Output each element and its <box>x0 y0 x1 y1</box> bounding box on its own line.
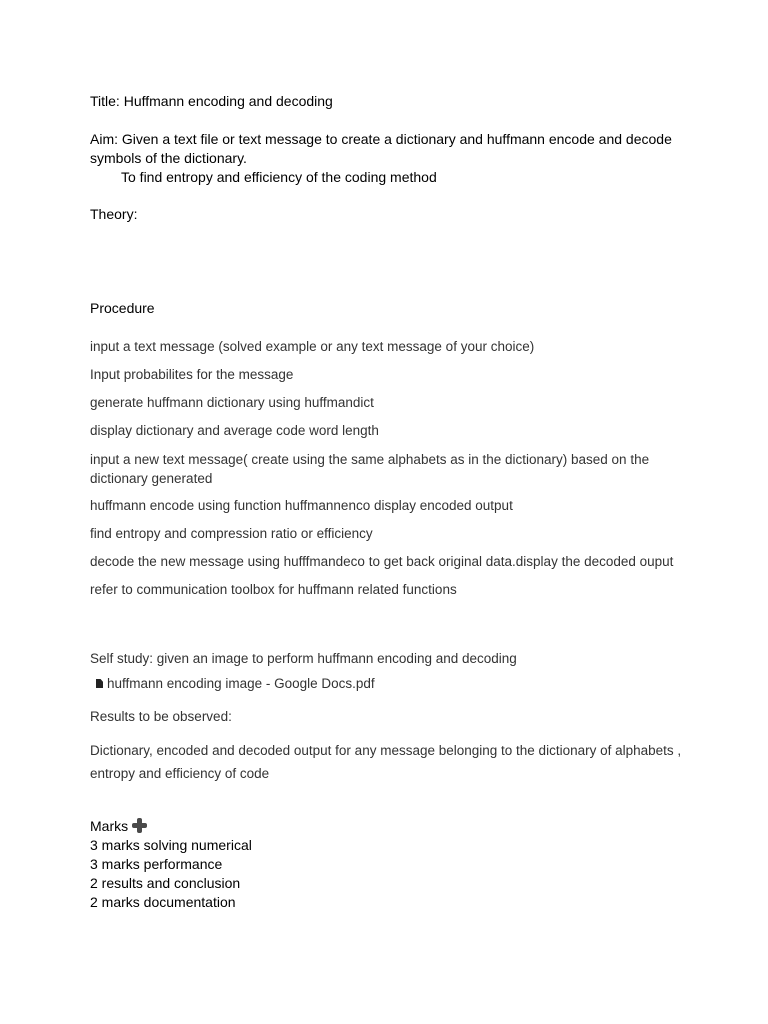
results-text: Dictionary, encoded and decoded output for any message belonging to the dictionary of alphabets , entropy and efficiency of code <box>90 743 682 781</box>
marks-heading <box>90 817 147 836</box>
marks-item: 2 marks documentation <box>90 894 236 910</box>
procedure-heading: Procedure <box>90 300 155 316</box>
attachment-link[interactable] <box>96 674 375 693</box>
procedure-step: input a text message (solved example or any text message of your choice) <box>90 339 535 354</box>
heavy-plus-icon <box>131 817 147 833</box>
procedure-step: decode the new message using hufffmandeco to get back original data.display the decoded ouput <box>90 554 674 569</box>
theory-heading: Theory: <box>90 206 138 222</box>
attachment-label: huffmann encoding image - Google Docs.pdf <box>107 676 375 691</box>
procedure-step: huffmann encode using function huffmannenco display encoded output <box>90 498 513 513</box>
marks-label: Marks <box>90 818 129 834</box>
procedure-step: display dictionary and average code word length <box>90 423 379 438</box>
title-line: Title: Huffmann encoding and decoding <box>90 93 333 109</box>
file-icon <box>96 679 103 688</box>
marks-item: 3 marks performance <box>90 856 223 872</box>
procedure-step: refer to communication toolbox for huffmann related functions <box>90 582 457 597</box>
aim-text: Aim: Given a text file or text message to create a dictionary and huffmann encode and decode symbols of the dictionary. <box>90 131 672 166</box>
results-heading: Results to be observed: <box>90 709 232 724</box>
procedure-step: Input probabilites for the message <box>90 367 294 382</box>
marks-item: 2 results and conclusion <box>90 875 241 891</box>
procedure-step: input a new text message( create using the same alphabets as in the dictionary) based on the dictionary generated <box>90 452 650 486</box>
procedure-step: generate huffmann dictionary using huffmandict <box>90 395 374 410</box>
aim-subline: To find entropy and efficiency of the coding method <box>121 169 437 185</box>
procedure-step: find entropy and compression ratio or efficiency <box>90 526 373 541</box>
self-study-text: Self study: given an image to perform huffmann encoding and decoding <box>90 651 517 666</box>
marks-item: 3 marks solving numerical <box>90 837 252 853</box>
